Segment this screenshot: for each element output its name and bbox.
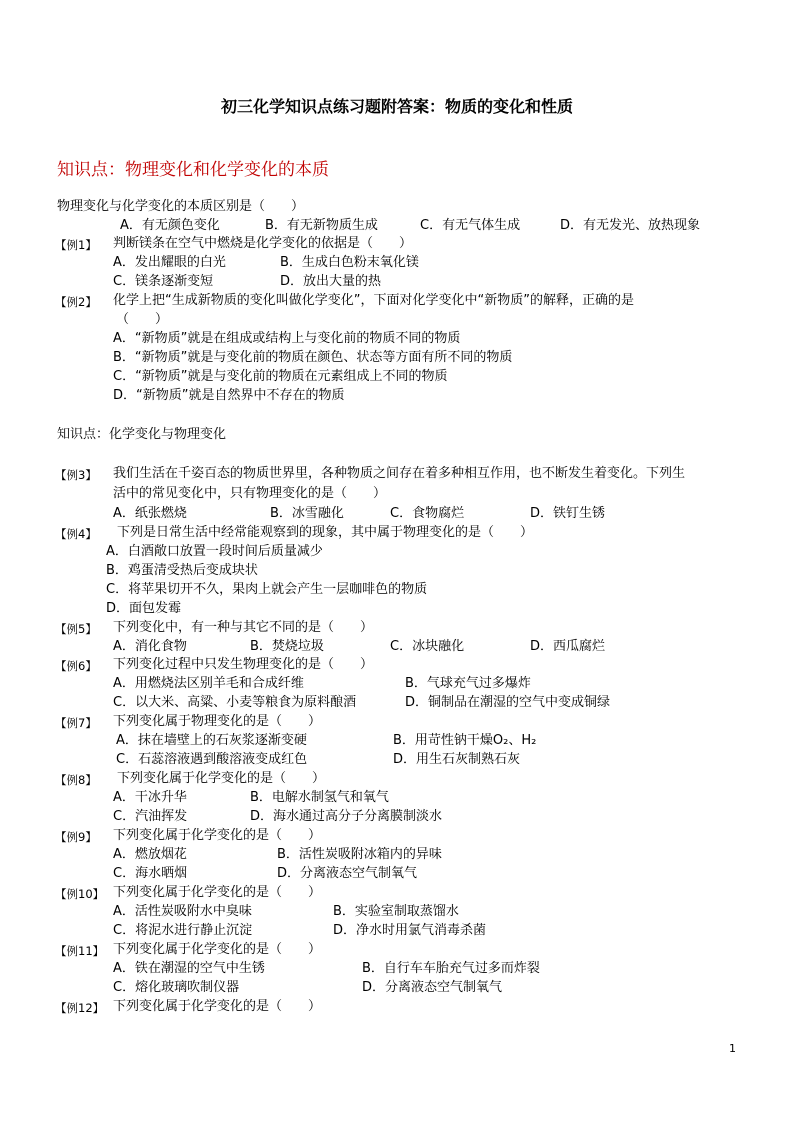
option: D．面包发霉 bbox=[106, 601, 182, 616]
option: D．放出大量的热 bbox=[280, 274, 382, 289]
example-question: 下列变化属于化学变化的是（ ） bbox=[113, 885, 322, 900]
option: B．气球充气过多爆炸 bbox=[405, 676, 531, 691]
example-question: 下列变化属于物理变化的是（ ） bbox=[113, 714, 322, 729]
option: C．将苹果切开不久，果肉上就会产生一层咖啡色的物质 bbox=[106, 582, 428, 597]
option: C．有无气体生成 bbox=[420, 218, 521, 233]
option: A．铁在潮湿的空气中生锈 bbox=[113, 961, 265, 976]
option: B．实验室制取蒸馏水 bbox=[333, 904, 459, 919]
option: A．活性炭吸附水中臭味 bbox=[113, 904, 252, 919]
example-label: 【例2】 bbox=[55, 295, 97, 309]
option: D．分离液态空气制氧气 bbox=[277, 866, 418, 881]
example-label: 【例11】 bbox=[55, 944, 105, 958]
example-question: 我们生活在千姿百态的物质世界里，各种物质之间存在着多种相互作用，也不断发生着变化。下列生 bbox=[113, 466, 686, 481]
option: A．干冰升华 bbox=[113, 790, 187, 805]
option: C．以大米、高粱、小麦等粮食为原料酿酒 bbox=[113, 695, 357, 710]
example-question: 下列变化属于化学变化的是（ ） bbox=[113, 942, 322, 957]
example-label: 【例9】 bbox=[55, 830, 97, 844]
option: A．有无颜色变化 bbox=[120, 218, 220, 233]
example-label: 【例6】 bbox=[55, 659, 97, 673]
example-question: 下列变化中，有一种与其它不同的是（ ） bbox=[113, 620, 374, 635]
option: C．“新物质”就是与变化前的物质在元素组成上不同的物质 bbox=[113, 369, 448, 384]
example-label: 【例4】 bbox=[55, 527, 97, 541]
option: B．有无新物质生成 bbox=[265, 218, 378, 233]
option: D．“新物质”就是自然界中不存在的物质 bbox=[113, 388, 345, 403]
example-label: 【例1】 bbox=[55, 238, 97, 252]
example-question-cont: （ ） bbox=[116, 312, 169, 327]
example-question-cont: 活中的常见变化中，只有物理变化的是（ ） bbox=[113, 486, 387, 501]
option: A．用燃烧法区别羊毛和合成纤维 bbox=[113, 676, 304, 691]
option: B．生成白色粉末氧化镁 bbox=[280, 255, 419, 270]
section-heading-1: 知识点：物理变化和化学变化的本质 bbox=[57, 160, 329, 180]
example-question: 化学上把“生成新物质的变化叫做化学变化”，下面对化学变化中“新物质”的解释，正确的是 bbox=[113, 293, 634, 308]
option: C．镁条逐渐变短 bbox=[113, 274, 214, 289]
option: A．抹在墙壁上的石灰浆逐渐变硬 bbox=[116, 733, 307, 748]
example-label: 【例5】 bbox=[55, 622, 97, 636]
option: D．铜制品在潮湿的空气中变成铜绿 bbox=[405, 695, 611, 710]
option: C．熔化玻璃吹制仪器 bbox=[113, 980, 240, 995]
option: C．冰块融化 bbox=[390, 639, 465, 654]
example-label: 【例7】 bbox=[55, 716, 97, 730]
option: D．西瓜腐烂 bbox=[530, 639, 606, 654]
option: A．消化食物 bbox=[113, 639, 187, 654]
example-label: 【例3】 bbox=[55, 468, 97, 482]
intro-question: 物理变化与化学变化的本质区别是（ ） bbox=[57, 199, 305, 214]
option: A．纸张燃烧 bbox=[113, 506, 187, 521]
example-label: 【例10】 bbox=[55, 887, 105, 901]
example-question: 下列变化属于化学变化的是（ ） bbox=[117, 771, 326, 786]
page-title: 初三化学知识点练习题附答案：物质的变化和性质 bbox=[220, 97, 573, 116]
section-heading-2: 知识点：化学变化与物理变化 bbox=[57, 427, 227, 442]
option: A．白酒敞口放置一段时间后质量减少 bbox=[106, 544, 323, 559]
option: C．石蕊溶液遇到酸溶液变成红色 bbox=[116, 752, 308, 767]
option: C．汽油挥发 bbox=[113, 809, 188, 824]
option: B．电解水制氢气和氧气 bbox=[250, 790, 389, 805]
option: D．净水时用氯气消毒杀菌 bbox=[333, 923, 487, 938]
example-question: 下列变化属于化学变化的是（ ） bbox=[113, 828, 322, 843]
example-question: 判断镁条在空气中燃烧是化学变化的依据是（ ） bbox=[113, 236, 413, 251]
option: B．自行车车胎充气过多而炸裂 bbox=[362, 961, 540, 976]
example-question: 下列是日常生活中经常能观察到的现象，其中属于物理变化的是（ ） bbox=[117, 525, 534, 540]
option: D．铁钉生锈 bbox=[530, 506, 606, 521]
option: B．用苛性钠干燥O₂、H₂ bbox=[393, 733, 537, 748]
example-question: 下列变化过程中只发生物理变化的是（ ） bbox=[113, 657, 374, 672]
example-label: 【例12】 bbox=[55, 1001, 105, 1015]
example-question: 下列变化属于化学变化的是（ ） bbox=[113, 999, 322, 1014]
option: C．海水晒烟 bbox=[113, 866, 188, 881]
option: C．将泥水进行静止沉淀 bbox=[113, 923, 253, 938]
option: B．冰雪融化 bbox=[270, 506, 344, 521]
page-number: 1 bbox=[729, 1042, 736, 1055]
option: A．发出耀眼的白光 bbox=[113, 255, 226, 270]
option: B．活性炭吸附冰箱内的异味 bbox=[277, 847, 442, 862]
option: B．“新物质”就是与变化前的物质在颜色、状态等方面有所不同的物质 bbox=[113, 350, 513, 365]
option: D．海水通过高分子分离膜制淡水 bbox=[250, 809, 443, 824]
option: D．有无发光、放热现象 bbox=[560, 218, 701, 233]
option: B．鸡蛋清受热后变成块状 bbox=[106, 563, 258, 578]
example-label: 【例8】 bbox=[55, 773, 97, 787]
option: A．燃放烟花 bbox=[113, 847, 187, 862]
option: D．分离液态空气制氧气 bbox=[362, 980, 503, 995]
option: A．“新物质”就是在组成或结构上与变化前的物质不同的物质 bbox=[113, 331, 461, 346]
option: B．焚烧垃圾 bbox=[250, 639, 324, 654]
option: D．用生石灰制熟石灰 bbox=[393, 752, 521, 767]
option: C．食物腐烂 bbox=[390, 506, 465, 521]
